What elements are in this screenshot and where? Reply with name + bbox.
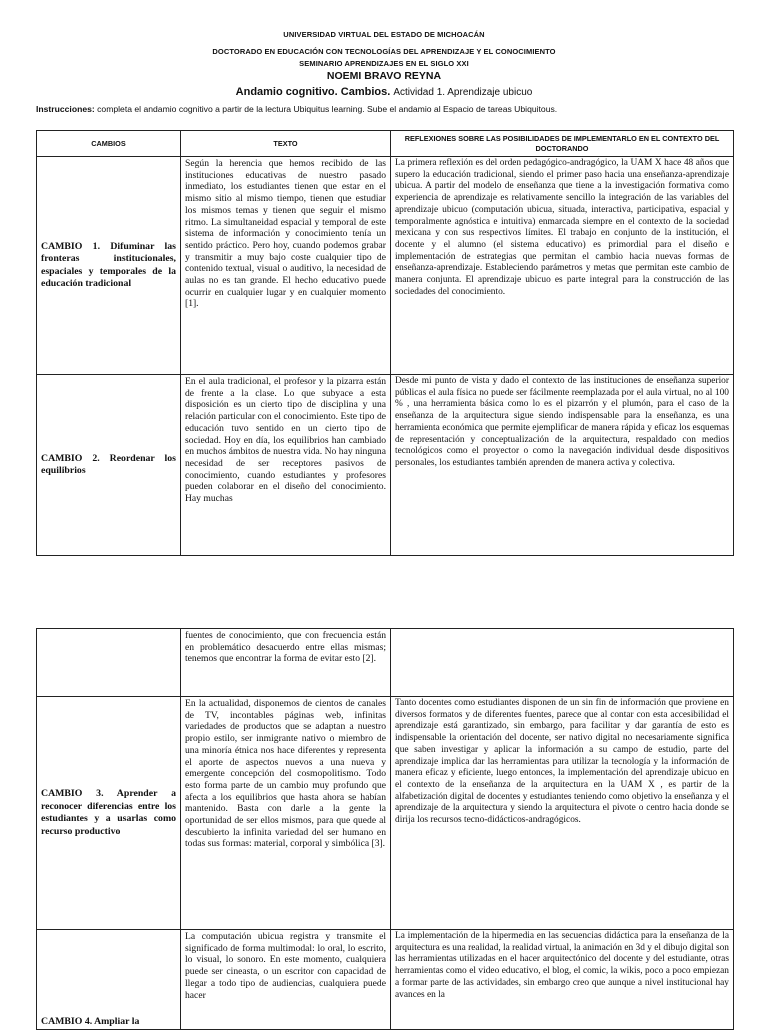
header-reflexiones: REFLEXIONES SOBRE LAS POSIBILIDADES DE IMPLEMENTARLO EN EL CONTEXTO DEL DOCTORANDO	[391, 131, 734, 157]
reflexion-cell	[391, 629, 734, 697]
table-header-row	[37, 131, 734, 157]
author-name: NOEMI BRAVO REYNA	[326, 70, 442, 82]
program-name: DOCTORADO EN EDUCACIÓN CON TECNOLOGÍAS DEL APRENDIZAJE Y EL CONOCIMIENTO	[212, 47, 556, 56]
table-row	[37, 375, 734, 556]
instructions	[36, 104, 756, 114]
reflexion-cell: La primera reflexión es del orden pedagógico-andragógico, la UAM X hace 48 años que supero la educación tradicional, siendo el primer paso hacia una enseñanza-aprendizaje ubicua. A partir del modelo de enseñanza que tiene a la investigación formativa como experiencia de aprendizaje es relativamente sencillo la integración de las variables del aprendizaje ubicuo (computación ubicua, situada, interactiva, participativa, espacial y temporalmente agnóstica e intuitiva) enmarcada siempre en el contexto de la sociedad mexicana y con sus respectivos límites. El trabajo en conjunto de la institución, el docente y el alumno (el sistema educativo) es primordial para el diseño e implementación de estrategias que permitan el cambio hacia nuevas formas de enseñanza-aprendizaje. Estableciendo parámetros y metas que permitan este cambio de manera conjunta. El aprendizaje ubicuo es parte integral para la construcción de las sociedades del conocimiento.	[391, 157, 734, 375]
document-title	[0, 86, 768, 98]
title-main: Andamio cognitivo. Cambios.	[235, 86, 391, 98]
cambio-cell: CAMBIO 2. Reordenar los equilibrios	[37, 375, 181, 556]
reflexion-cell: La implementación de la hipermedia en las secuencias didáctica para la enseñanza de la arquitectura es una realidad, la realidad virtual, la animación en 3d y el dibujo digital son las herramientas utilizadas en el hacer arquitectónico del docente y del estudiante, otras herramientas como el video educativo, el blog, el comic, la wikis, poco a poco empiezan a formar parte de las actividades, sin embargo creo que aunque a nivel institucional hay avances en la	[391, 930, 734, 1030]
table-row	[37, 930, 734, 1030]
table-row	[37, 629, 734, 697]
cambio-cell: CAMBIO 1. Difuminar las fronteras institucionales, espaciales y temporales de la educación tradicional	[37, 157, 181, 375]
cambio-cell	[37, 629, 181, 697]
table-row	[37, 157, 734, 375]
cambio-cell: CAMBIO 4. Ampliar la	[37, 930, 181, 1030]
texto-cell: Según la herencia que hemos recibido de las instituciones educativas de nuestro pasado inmediato, los estudiantes tienen que estar en el mismo sitio al mismo tiempo, tienen que estudiar los mismos temas y tienen que seguir el mismo ritmo. La simultaneidad espacial y temporal de este sistema de información y conocimiento tenía un sentido práctico. Pero hoy, cuando podemos grabar y transmitir a muy bajo coste cualquier tipo de contenido textual, visual o auditivo, la necesidad de aulas no es tan grande. El hecho educativo puede ocurrir en cualquier lugar y en cualquier momento [1].	[181, 157, 391, 375]
cambio-cell: CAMBIO 3. Aprender a reconocer diferencias entre los estudiantes y a usarlas como recurso productivo	[37, 697, 181, 930]
title-activity: Actividad 1. Aprendizaje ubicuo	[393, 87, 533, 98]
table-row	[37, 697, 734, 930]
reflexion-cell: Desde mi punto de vista y dado el contexto de las instituciones de enseñanza superior públicas el aula física no puede ser fácilmente reemplazada por el aula virtual, no al 100 % , una herramienta básica como lo es el pizarrón y el plumón, para el caso de la enseñanza de la arquitectura sigue siendo indispensable para la enseñanza, es una herramienta económica que permite ejemplificar de manera rápida y eficaz los esquemas de representación y conceptualización de la arquitectura, respaldado con medios tecnológicos como el proyector o como la navegación individual desde dispositivos personales, los estudiantes también aprenden de manera activa y colectiva.	[391, 375, 734, 556]
texto-cell: fuentes de conocimiento, que con frecuencia están en problemático desacuerdo entre ellas mismas; tenemos que encontrar la forma de evitar esto [2].	[181, 629, 391, 697]
seminar-name: SEMINARIO APRENDIZAJES EN EL SIGLO XXI	[299, 59, 469, 68]
reflexion-cell: Tanto docentes como estudiantes disponen de un sin fin de información que proviene en diversos formatos y de diferentes fuentes, parece que al contar con esta accesibilidad el aprendizaje está garantizado, sin embargo, para facilitar y dar garantía de esto es indispensable la orientación del docente, ser nativo digital no necesariamente significa que saben investigar y aplicar la información a su campo de estudio, parte del aprendizaje implica dar las herramientas para utilizar la tecnología y la información de manera eficaz y eficiente, luego entonces, la implementación del aprendizaje ubicuo en el contexto de la enseñanza de la arquitectura en la UAM X , es partir de la alfabetización digital de docentes y estudiantes teniendo como objetivo la enseñanza y el aprendizaje de la arquitectura y siendo la arquitectura el pivote o centro hacia donde se dirija los recursos tecno-didácticos-andragógicos.	[391, 697, 734, 930]
texto-cell: En la actualidad, disponemos de cientos de canales de TV, incontables páginas web, infinitas variedades de productos que se adaptan a nuestro propio estilo, ser inmigrante nativo o miembro de una minoría étnica nos hace diferentes y representa el aporte de aspectos nuevos a una nueva y emergente concepción del cosmopolitismo. Todo esto forma parte de un cambio muy profundo que afecta a los equilibrios que hasta ahora se habían mantenido. Basta con darle a la gente la oportunidad de ser ellos mismos, para que quede al descubierto la infinita variedad del ser humano en todas sus formas: material, corporal y simbólica [3].	[181, 697, 391, 930]
texto-cell: En el aula tradicional, el profesor y la pizarra están de frente a la clase. Lo que subyace a esta disposición es un cierto tipo de disciplina y una relación particular con el conocimiento. Este tipo de educación tuvo sentido en un cierto tipo de sociedad. Hoy en día, los equilibrios han cambiado en muchos ámbitos de nuestra vida. No hay ninguna necesidad de ser receptores pasivos de conocimiento, cuando estudiantes y profesores pueden colaborar en el diseño del conocimiento. Hay muchas	[181, 375, 391, 556]
header-texto: TEXTO	[181, 131, 391, 157]
header-cambios: CAMBIOS	[37, 131, 181, 157]
changes-table-page2	[36, 628, 734, 1030]
texto-cell: La computación ubicua registra y transmite el significado de forma multimodal: lo oral, lo escrito, lo visual, lo sonoro. En este momento, cualquiera puede ser cineasta, o un escritor con capacidad de llegar a todo tipo de audiencias, cualquiera puede hacer	[181, 930, 391, 1030]
instructions-label: Instrucciones:	[36, 104, 95, 114]
instructions-text: completa el andamio cognitivo a partir de la lectura Ubiquitus learning. Sube el andamio al Espacio de tareas Ubiquitous.	[94, 104, 558, 114]
university-name: UNIVERSIDAD VIRTUAL DEL ESTADO DE MICHOACÁN	[283, 30, 485, 39]
changes-table-page1	[36, 130, 734, 556]
